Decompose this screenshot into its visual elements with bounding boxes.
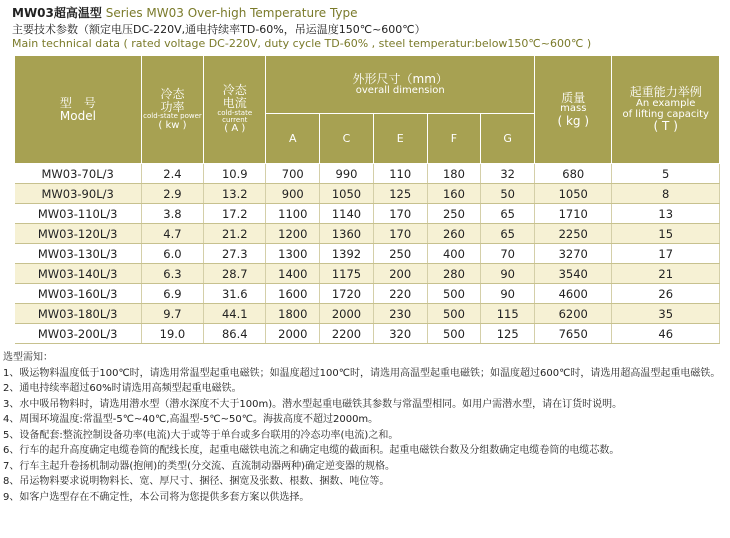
table-cell: 86.4 xyxy=(204,324,266,344)
table-cell: MW03-70L/3 xyxy=(15,164,142,184)
table-cell: 180 xyxy=(427,164,481,184)
note-item: 3、水中吸吊物料时，请选用潜水型（潜水深度不大于100m)。潜水型起重电磁铁其参数与常温型相同。如用户需潜水型，请在订货时说明。 xyxy=(3,398,623,410)
header-dim-c: C xyxy=(320,114,374,164)
table-cell: 5 xyxy=(612,164,720,184)
table-cell: 900 xyxy=(266,184,320,204)
table-cell: 26 xyxy=(612,284,720,304)
spec-table xyxy=(14,55,720,344)
table-cell: 4.7 xyxy=(141,224,203,244)
table-cell: MW03-200L/3 xyxy=(15,324,142,344)
table-cell: 1175 xyxy=(320,264,374,284)
table-cell: 32 xyxy=(481,164,535,184)
table-cell: 7650 xyxy=(535,324,612,344)
table-row xyxy=(15,324,720,344)
header-dim-g: G xyxy=(481,114,535,164)
header-model: 型 号 Model xyxy=(15,56,142,164)
table-cell: MW03-160L/3 xyxy=(15,284,142,304)
table-cell: MW03-130L/3 xyxy=(15,244,142,264)
notes-heading: 选型需知： xyxy=(3,352,53,363)
table-cell: 3270 xyxy=(535,244,612,264)
header-lifting-capacity: 起重能力举例 An example of lifting capacity ( T ) xyxy=(612,56,720,164)
table-cell: 50 xyxy=(481,184,535,204)
table-row xyxy=(15,304,720,324)
table-cell: 1710 xyxy=(535,204,612,224)
table-cell: 31.6 xyxy=(204,284,266,304)
note-item: 2、通电持续率超过60%时请选用高频型起重电磁铁。 xyxy=(3,383,242,394)
table-cell: 400 xyxy=(427,244,481,264)
note-item: 6、行车的起升高度确定电缆卷筒的配线长度，起重电磁铁电流之和确定电缆的截面积。起重电磁铁台数及分组数确定电缆卷筒的电缆芯数。 xyxy=(3,445,620,456)
table-cell: 10.9 xyxy=(204,164,266,184)
table-cell: 2.4 xyxy=(141,164,203,184)
table-row xyxy=(15,284,720,304)
table-cell: 17.2 xyxy=(204,204,266,224)
table-cell: MW03-140L/3 xyxy=(15,264,142,284)
table-cell: MW03-180L/3 xyxy=(15,304,142,324)
table-cell: 2000 xyxy=(266,324,320,344)
table-cell: 2.9 xyxy=(141,184,203,204)
table-cell: 990 xyxy=(320,164,374,184)
table-cell: MW03-120L/3 xyxy=(15,224,142,244)
table-cell: 230 xyxy=(373,304,427,324)
table-cell: 13.2 xyxy=(204,184,266,204)
table-cell: 1050 xyxy=(535,184,612,204)
table-row xyxy=(15,244,720,264)
table-cell: 6.3 xyxy=(141,264,203,284)
table-cell: 1100 xyxy=(266,204,320,224)
table-cell: 1720 xyxy=(320,284,374,304)
table-cell: 220 xyxy=(373,284,427,304)
table-row xyxy=(15,164,720,184)
subtitle-english: Main technical data ( rated voltage DC-220V, duty cycle TD-60% , steel temperatur:below150℃~600℃ ) xyxy=(12,37,592,50)
table-cell: 3.8 xyxy=(141,204,203,224)
table-row xyxy=(15,224,720,244)
note-item: 8、吊运物料要求说明物料长、宽、厚尺寸、捆径、捆宽及张数、根数、捆数、吨位等。 xyxy=(3,476,390,487)
table-cell: 1392 xyxy=(320,244,374,264)
table-cell: 500 xyxy=(427,284,481,304)
note-item: 9、如客户选型存在不确定性，本公司将为您提供多套方案以供选择。 xyxy=(3,491,310,503)
note-item: 4、周围环境温度:常温型-5℃~40℃,高温型-5℃~50℃。海拔高度不超过2000m。 xyxy=(3,414,379,425)
table-cell: 9.7 xyxy=(141,304,203,324)
table-row xyxy=(15,204,720,224)
table-cell: 1360 xyxy=(320,224,374,244)
table-cell: MW03-90L/3 xyxy=(15,184,142,204)
title-english: Series MW03 Over-high Temperature Type xyxy=(101,6,358,20)
table-cell: 17 xyxy=(612,244,720,264)
table-cell: 3540 xyxy=(535,264,612,284)
table-cell: 35 xyxy=(612,304,720,324)
table-cell: 1400 xyxy=(266,264,320,284)
note-item: 5、设备配套:整流控制设备功率(电流)大于或等于单台或多台联用的冷态功率(电流)之和。 xyxy=(3,429,399,441)
table-cell: 13 xyxy=(612,204,720,224)
table-cell: 46 xyxy=(612,324,720,344)
table-cell: 15 xyxy=(612,224,720,244)
table-cell: 260 xyxy=(427,224,481,244)
table-cell: 250 xyxy=(427,204,481,224)
header-overall-dimension: 外形尺寸（mm） overall dimension xyxy=(266,56,535,114)
table-cell: 21.2 xyxy=(204,224,266,244)
table-cell: 1140 xyxy=(320,204,374,224)
selection-notes xyxy=(3,350,725,505)
table-cell: 65 xyxy=(481,224,535,244)
subtitle-chinese: 主要技术参数（额定电压DC-220V,通电持续率TD-60%，吊运温度150℃~600℃） xyxy=(12,23,426,36)
table-cell: 125 xyxy=(373,184,427,204)
table-cell: 2200 xyxy=(320,324,374,344)
page-title xyxy=(12,4,358,21)
header-current: 冷态 电流 cold-state current ( A ) xyxy=(204,56,266,164)
table-cell: 160 xyxy=(427,184,481,204)
table-cell: 6.0 xyxy=(141,244,203,264)
note-item: 1、吸运物料温度低于100℃时，请选用常温型起重电磁铁；如温度超过100℃时，请选用高温型起重电磁铁；如温度超过600℃时，请选用超高温型起重电磁铁。 xyxy=(3,367,721,379)
table-cell: 27.3 xyxy=(204,244,266,264)
table-cell: 200 xyxy=(373,264,427,284)
table-cell: 2250 xyxy=(535,224,612,244)
table-cell: 90 xyxy=(481,284,535,304)
table-cell: 170 xyxy=(373,204,427,224)
table-cell: 90 xyxy=(481,264,535,284)
table-cell: 8 xyxy=(612,184,720,204)
table-cell: 250 xyxy=(373,244,427,264)
header-mass: 质量 mass ( kg ) xyxy=(535,56,612,164)
header-dim-a: A xyxy=(266,114,320,164)
table-cell: 28.7 xyxy=(204,264,266,284)
table-cell: 21 xyxy=(612,264,720,284)
table-cell: MW03-110L/3 xyxy=(15,204,142,224)
table-body xyxy=(15,164,720,344)
table-cell: 280 xyxy=(427,264,481,284)
table-cell: 44.1 xyxy=(204,304,266,324)
table-cell: 115 xyxy=(481,304,535,324)
table-cell: 500 xyxy=(427,304,481,324)
table-cell: 19.0 xyxy=(141,324,203,344)
table-cell: 1050 xyxy=(320,184,374,204)
table-cell: 1200 xyxy=(266,224,320,244)
table-cell: 4600 xyxy=(535,284,612,304)
table-cell: 1800 xyxy=(266,304,320,324)
table-cell: 6200 xyxy=(535,304,612,324)
table-cell: 170 xyxy=(373,224,427,244)
table-cell: 2000 xyxy=(320,304,374,324)
table-cell: 1600 xyxy=(266,284,320,304)
table-cell: 65 xyxy=(481,204,535,224)
table-cell: 320 xyxy=(373,324,427,344)
header-dim-f: F xyxy=(427,114,481,164)
header-power: 冷态 功率 cold-state power ( kw ) xyxy=(141,56,203,164)
table-row xyxy=(15,264,720,284)
table-cell: 700 xyxy=(266,164,320,184)
title-bold: MW03超高温型 xyxy=(12,6,102,20)
table-cell: 125 xyxy=(481,324,535,344)
table-cell: 70 xyxy=(481,244,535,264)
table-cell: 680 xyxy=(535,164,612,184)
header-dim-e: E xyxy=(373,114,427,164)
table-cell: 1300 xyxy=(266,244,320,264)
table-cell: 500 xyxy=(427,324,481,344)
table-cell: 110 xyxy=(373,164,427,184)
note-item: 7、行车主起升卷扬机制动器(抱闸)的类型(分交流、直流制动器两种)确定逆变器的规格。 xyxy=(3,460,395,472)
table-row xyxy=(15,184,720,204)
table-cell: 6.9 xyxy=(141,284,203,304)
